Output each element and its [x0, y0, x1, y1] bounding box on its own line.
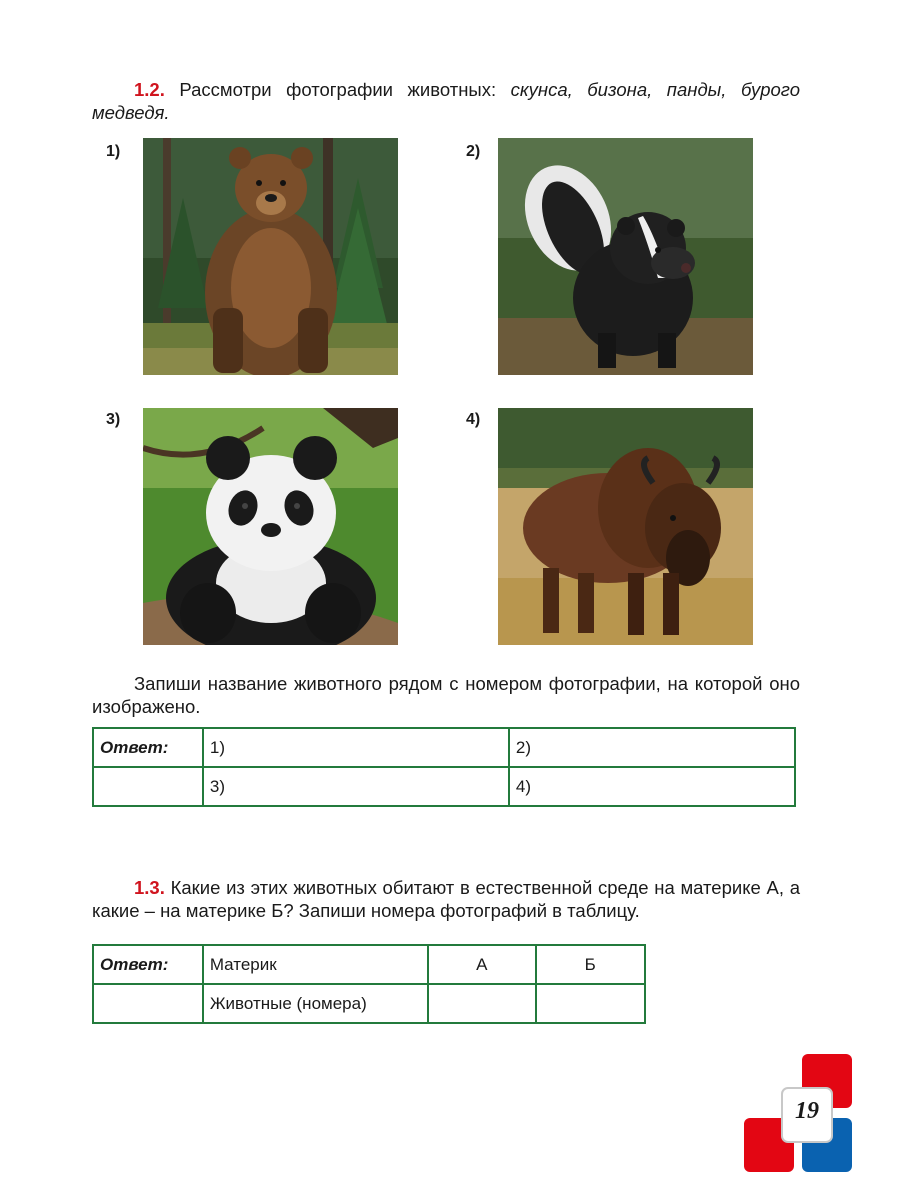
brown-bear-photo — [143, 138, 398, 375]
answer-cell-4[interactable]: 4) — [509, 767, 795, 806]
bison-photo — [498, 408, 753, 645]
skunk-photo — [498, 138, 753, 375]
answer-table-1-3 — [92, 944, 646, 1024]
continent-a-header: А — [428, 945, 535, 984]
page-number: 19 — [795, 1098, 819, 1124]
answer-label: Ответ: — [93, 945, 203, 984]
photo-label-3: 3) — [106, 411, 121, 428]
photo-label-2: 2) — [466, 143, 481, 160]
continent-b-answer-cell[interactable] — [536, 984, 646, 1023]
photo-label-1: 1) — [106, 143, 121, 160]
empty-cell — [93, 767, 203, 806]
panda-photo — [143, 408, 398, 645]
empty-cell — [93, 984, 203, 1023]
instruction-text: Запиши название животного рядом с номером фотографии, на которой оно изображено. — [92, 673, 800, 717]
task-1-3-question: Какие из этих животных обитают в естественной среде на материке А, а какие – на материке Б? Запиши номера фотографий в таблицу. — [92, 877, 800, 921]
answer-table-1-2 — [92, 727, 796, 807]
task-number: 1.3. — [134, 877, 165, 898]
continent-b-header: Б — [536, 945, 646, 984]
continent-label: Материк — [203, 945, 428, 984]
answer-cell-1[interactable]: 1) — [203, 728, 509, 767]
task-number: 1.2. — [134, 79, 165, 100]
page-number-badge — [742, 1052, 856, 1174]
task-1-2-text — [92, 78, 800, 124]
continent-a-answer-cell[interactable] — [428, 984, 535, 1023]
animals-numbers-label: Животные (номера) — [203, 984, 428, 1023]
task-1-2-instruction — [92, 672, 800, 718]
photo-label-4: 4) — [466, 411, 481, 428]
answer-label: Ответ: — [93, 728, 203, 767]
task-1-3-text — [92, 876, 800, 922]
task-intro: Рассмотри фотографии животных: — [179, 79, 497, 100]
animals-list: скунса, бизона, панды, бурого медведя. — [92, 79, 800, 123]
answer-cell-3[interactable]: 3) — [203, 767, 509, 806]
answer-cell-2[interactable]: 2) — [509, 728, 795, 767]
